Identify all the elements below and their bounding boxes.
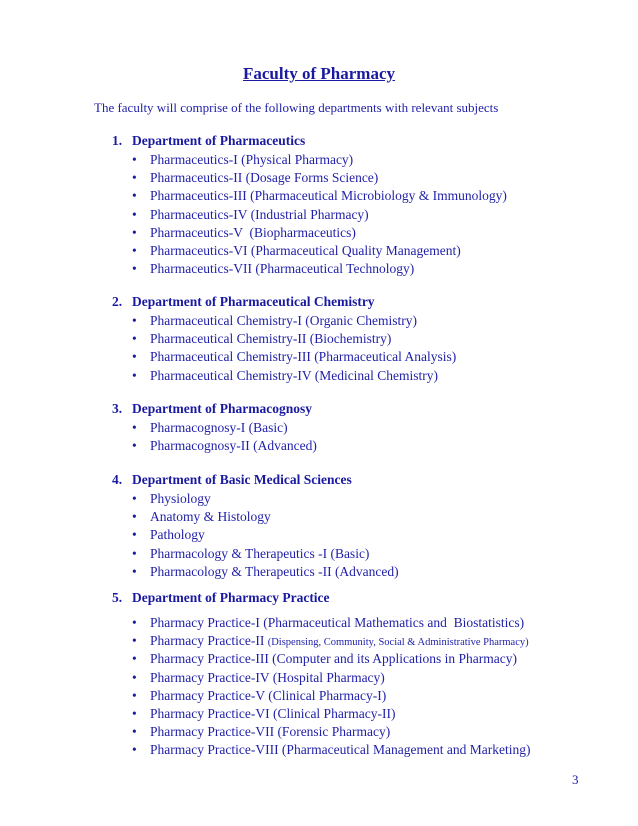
bullet-icon: • (132, 545, 137, 561)
list-item (130, 741, 612, 759)
subject-text: Pharmacy Practice-VI (Clinical Pharmacy-II) (150, 705, 396, 721)
department-heading (112, 399, 612, 419)
subject-detail: (Dispensing, Community, Social & Administrative Pharmacy) (267, 637, 529, 649)
bullet-icon: • (132, 224, 137, 240)
department-basic-medical-sciences (112, 470, 612, 581)
list-item (130, 614, 612, 632)
subject-text: Pharmaceutical Chemistry-III (Pharmaceutical Analysis) (150, 349, 457, 365)
subject-list (112, 151, 612, 278)
subject-text: Pharmaceutics-IV (Industrial Pharmacy) (150, 206, 369, 222)
subject-text: Pharmaceutics-I (Physical Pharmacy) (150, 152, 354, 167)
bullet-icon: • (132, 313, 137, 328)
list-item (130, 723, 612, 741)
department-number: 3. (112, 401, 123, 416)
list-item (130, 242, 612, 260)
department-heading (112, 292, 612, 312)
bullet-icon: • (132, 742, 137, 758)
subject-text: Anatomy & Histology (150, 509, 271, 525)
list-item (130, 330, 612, 348)
list-item (130, 437, 612, 455)
bullet-icon: • (132, 527, 137, 543)
department-heading (112, 588, 612, 608)
list-item (130, 545, 612, 563)
bullet-icon: • (132, 651, 137, 667)
list-item (130, 348, 612, 366)
list-item (130, 705, 612, 723)
bullet-icon: • (132, 170, 137, 186)
subject-text: Pharmacy Practice-III (Computer and its Applications in Pharmacy) (150, 651, 518, 667)
subject-text: Pathology (150, 527, 205, 543)
subject-text: Pharmaceutics-V (Biopharmaceutics) (150, 224, 356, 240)
subject-text: Pharmacology & Therapeutics -I (Basic) (150, 545, 370, 561)
bullet-icon: • (132, 331, 137, 347)
list-item (130, 312, 612, 330)
department-number: 2. (112, 294, 123, 309)
bullet-icon: • (132, 349, 137, 365)
bullet-icon: • (132, 687, 137, 703)
bullet-icon: • (132, 724, 137, 740)
department-number: 1. (112, 133, 123, 148)
subject-text: Pharmacy Practice-I (Pharmaceutical Mathematics and Biostatistics) (150, 615, 525, 630)
subject-text: Pharmaceutics-VI (Pharmaceutical Quality Management) (150, 242, 461, 258)
bullet-icon: • (132, 669, 137, 685)
bullet-icon: • (132, 188, 137, 204)
list-item (130, 490, 612, 508)
department-name: Department of Pharmacy Practice (132, 590, 330, 605)
subject-text: Pharmaceutical Chemistry-II (Biochemistry) (150, 331, 392, 347)
subject-list (112, 419, 612, 455)
list-item (130, 224, 612, 242)
department-number: 4. (112, 472, 123, 487)
subject-text: Pharmacy Practice-VIII (Pharmaceutical Management and Marketing) (150, 742, 531, 758)
bullet-icon: • (132, 242, 137, 258)
department-name: Department of Pharmaceutical Chemistry (132, 294, 375, 309)
bullet-icon: • (132, 563, 137, 579)
bullet-icon: • (132, 261, 137, 277)
department-name: Department of Basic Medical Sciences (132, 472, 352, 487)
department-pharmacognosy (112, 399, 612, 455)
bullet-icon: • (132, 615, 137, 630)
department-name: Department of Pharmacognosy (132, 401, 312, 416)
subject-text: Pharmaceutics-III (Pharmaceutical Microbiology & Immunology) (150, 188, 507, 204)
department-pharmaceutics (112, 131, 612, 278)
subject-text: Pharmacology & Therapeutics -II (Advanced) (150, 563, 399, 579)
intro-text: The faculty will comprise of the following departments with relevant subjects (94, 100, 499, 115)
subject-list (112, 614, 612, 760)
list-item (130, 508, 612, 526)
bullet-icon: • (132, 152, 137, 167)
list-item (130, 687, 612, 705)
department-pharmaceutical-chemistry (112, 292, 612, 385)
bullet-icon: • (132, 367, 137, 383)
list-item (130, 169, 612, 187)
subject-text: Pharmaceutical Chemistry-I (Organic Chemistry) (150, 313, 418, 328)
list-item (130, 260, 612, 278)
list-item (130, 367, 612, 385)
subject-list (112, 490, 612, 581)
subject-text: Pharmacy Practice-V (Clinical Pharmacy-I) (150, 687, 387, 703)
list-item (130, 206, 612, 224)
page-title: Faculty of Pharmacy (242, 64, 396, 83)
list-item (130, 632, 612, 650)
subject-text: Physiology (150, 491, 211, 506)
subject-text: Pharmaceutics-II (Dosage Forms Science) (150, 170, 379, 186)
subject-text: Pharmacy Practice-VII (Forensic Pharmacy) (150, 724, 391, 740)
subject-text: Pharmacy Practice-II (150, 633, 265, 649)
department-number: 5. (112, 590, 123, 605)
department-name: Department of Pharmaceutics (132, 133, 306, 148)
bullet-icon: • (132, 491, 137, 506)
department-pharmacy-practice (112, 588, 612, 760)
list-item (130, 151, 612, 169)
list-item (130, 650, 612, 668)
department-heading (112, 470, 612, 490)
list-item (130, 563, 612, 581)
bullet-icon: • (132, 206, 137, 222)
bullet-icon: • (132, 705, 137, 721)
list-item (130, 669, 612, 687)
list-item (130, 419, 612, 437)
subject-text: Pharmacognosy-II (Advanced) (150, 438, 317, 454)
bullet-icon: • (132, 420, 137, 435)
bullet-icon: • (132, 633, 137, 649)
subject-list (112, 312, 612, 385)
subject-text: Pharmaceutical Chemistry-IV (Medicinal Chemistry) (150, 367, 439, 383)
subject-text: Pharmacognosy-I (Basic) (150, 420, 288, 435)
list-item (130, 526, 612, 544)
department-heading (112, 131, 612, 151)
bullet-icon: • (132, 438, 137, 454)
list-item (130, 187, 612, 205)
subject-text: Pharmaceutics-VII (Pharmaceutical Technology) (150, 261, 415, 277)
bullet-icon: • (132, 509, 137, 525)
page-number: 3 (572, 772, 579, 787)
subject-text: Pharmacy Practice-IV (Hospital Pharmacy) (150, 669, 385, 685)
